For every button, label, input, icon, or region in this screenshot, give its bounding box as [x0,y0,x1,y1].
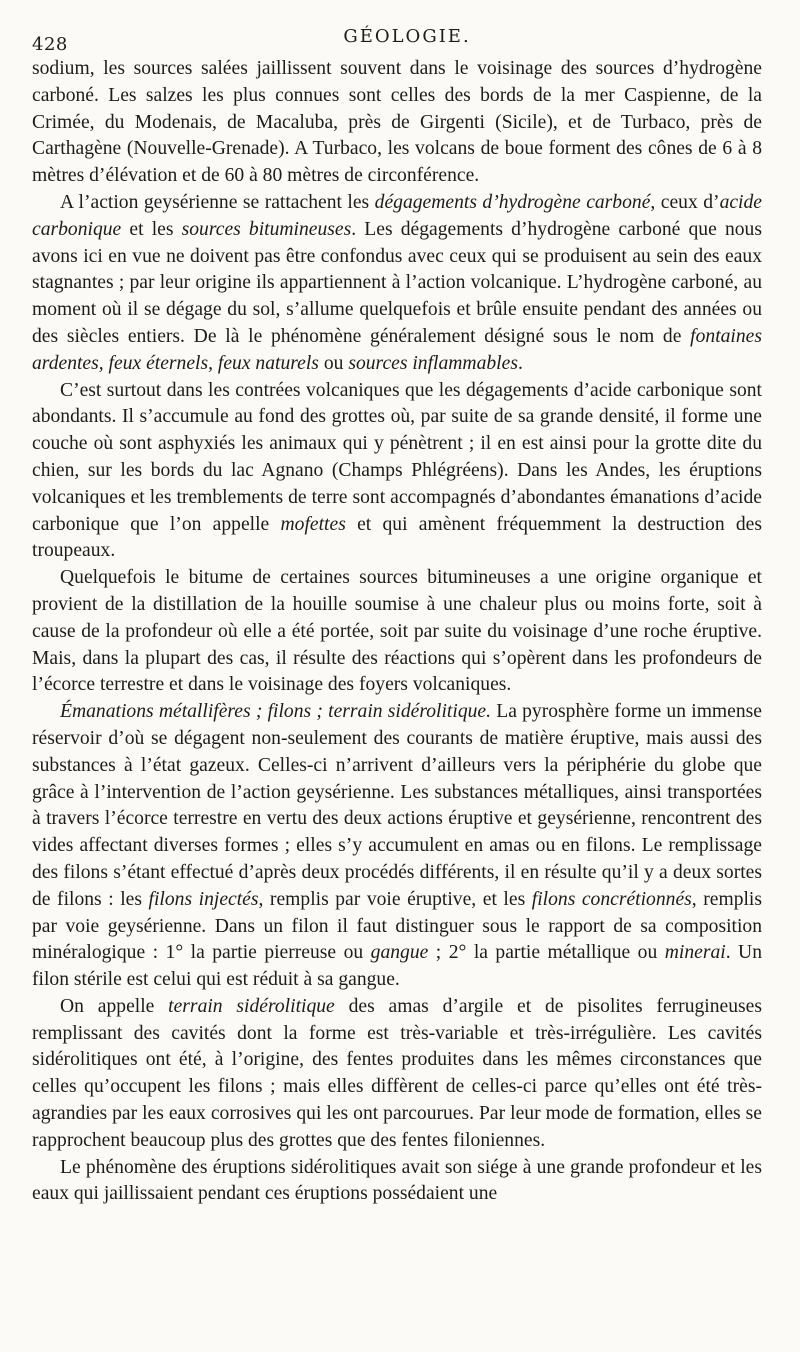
italic-text-run: sources inflammables [348,352,518,374]
italic-text-run: gangue [370,942,429,964]
text-run: ou [318,352,349,374]
paragraph [32,378,762,566]
text-run: C’est surtout dans les contrées volcaniques que les dégagements d’acide carbonique sont abondants. Il s’accumule au fond des grottes où, par suite de sa grande densité, il forme une couche où sont asphyxiés les animaux qui y pénètrent ; il en est ainsi pour la grotte dite du chien, sur les bords du lac Agnano (Champs Phlégréens). Dans les Andes, les éruptions volcaniques et les tremblements de terre sont accompagnés d’abondantes émanations d’acide carbonique que l’on appelle [32,379,762,535]
text-run: et qui amènent fréquemment la destruction des troupeaux. [32,513,762,562]
text-run: des amas d’argile et de pisolites ferrugineuses remplissant des cavités dont la forme est très-variable et très-irrégulière. Les cavités sidérolitiques ont été, à l’origine, des fentes produites dans les mêmes circonstances que celles qu’occupent les filons ; mais elles diffèrent de celles-ci parce qu’elles ont été très-agrandies par les eaux corrosives qui les ont parcourues. Par leur mode de formation, elles se rapprochent beaucoup plus des grottes que des fentes filoniennes. [32,995,762,1151]
text-run: A l’action geysérienne se rattachent les [60,191,375,213]
text-run: Le phénomène des éruptions sidérolitiques avait son siége à une grande profondeur et les eaux qui jaillissaient pendant ces éruptions possédaient une [32,1156,762,1205]
text-run: On appelle [60,995,169,1017]
paragraph [32,994,762,1155]
italic-text-run: filons concrétionnés [531,888,692,910]
italic-text-run: acide carbonique [32,191,762,240]
paragraph [32,1155,762,1209]
italic-text-run: minerai [664,942,726,964]
paragraph [32,56,762,190]
text-run: Quelquefois le bitume de certaines sources bitumineuses a une origine organique et provient de la distillation de la houille soumise à une chaleur plus ou moins forte, soit à cause de la profondeur où elle a été portée, soit par suite du voisinage d’une roche éruptive. Mais, dans la plupart des cas, il résulte des réactions qui s’opèrent dans les profondeurs de l’écorce terrestre et dans le voisinage des foyers volcaniques. [32,567,762,696]
text-run: . Les dégagements d’hydrogène carboné que nous avons ici en vue ne doivent pas être confondus avec ceux qui se produisent au sein des eaux stagnantes ; par leur origine ils appartiennent à l’action volcanique. L’hydrogène carboné, au moment où il se dégage du sol, s’allume quelquefois et brûle ensuite pendant des années ou des siècles entiers. De là le phénomène généralement désigné sous le nom de [32,218,762,347]
italic-text-run: mofettes [280,513,346,535]
paragraph [32,565,762,699]
italic-text-run: fontaines ardentes, feux éternels, feux naturels [32,325,762,374]
text-run: La pyrosphère forme un immense réservoir d’où se dégagent non-seulement des courants de matière éruptive, mais aussi des substances à l’état gazeux. Celles-ci n’arrivent d’ailleurs vers la périphérie du globe que grâce à l’intervention de l’action geysérienne. Les substances métalliques, ainsi transportées à travers l’écorce terrestre en vertu des deux actions éruptive et geysérienne, rencontrent des vides affectant diverses formes ; elles s’y accumulent en amas ou en filons. Le remplissage des filons s’étant effectué d’après deux procédés différents, il en résulte qu’il y a deux sortes de filons : les [32,701,762,910]
text-run: , remplis par voie geysérienne. Dans un filon il faut distinguer sous le rapport de sa composition minéralogique : 1° la partie pierreuse ou [32,888,763,964]
text-run: . Un filon stérile est celui qui est réduit à sa gangue. [32,942,762,991]
text-run: , remplis par voie éruptive, et les [258,888,532,910]
text-run: . [517,352,523,374]
page-number: 428 [32,34,68,55]
italic-text-run: Émanations métallifères ; filons ; terrain sidérolitique. [60,701,492,723]
italic-text-run: filons injectés [148,888,259,910]
italic-text-run: sources bitumineuses [181,218,352,240]
paragraph [32,699,762,994]
running-title: GÉOLOGIE. [343,26,471,47]
text-run: , ceux d’ [650,191,720,213]
text-run: sodium, les sources salées jaillissent souvent dans le voisinage des sources d’hydrogène carboné. Les salzes les plus connues sont celles des bords de la mer Caspienne, de la Crimée, du Modenais, de Macaluba, près de Girgenti (Sicile), et de Turbaco, près de Carthagène (Nouvelle-Grenade). A Turbaco, les volcans de boue forment des cônes de 6 à 8 mètres d’élévation et de 60 à 80 mètres de circonférence. [32,58,762,187]
italic-text-run: dégagements d’hydrogène carboné [374,191,651,213]
body-text [32,56,762,1208]
text-run: ; 2° la partie métallique ou [428,942,665,964]
italic-text-run: terrain sidérolitique [168,995,335,1017]
paragraph [32,190,762,378]
text-run: et les [121,218,182,240]
